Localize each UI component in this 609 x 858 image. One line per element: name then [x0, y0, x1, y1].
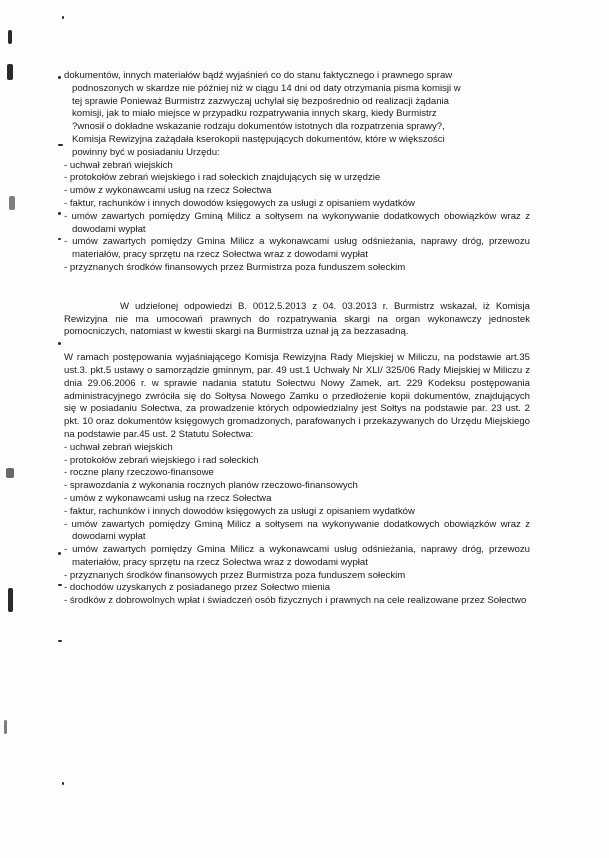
text-line: komisji, jak to miało miejsce w przypadku rozpatrywania innych skarg, kiedy Burmistrz [72, 108, 437, 120]
scan-mark [7, 64, 13, 80]
list-item: - protokołów zebrań wiejskiego i rad sołeckich [64, 454, 259, 466]
list-item: - umów zawartych pomiędzy Gminą Milicz a sołtysem na wykonywanie dodatkowych obowiązków wraz z dowodami wypłat [64, 518, 530, 543]
scan-mark [58, 342, 61, 345]
list-item: - faktur, rachunków i innych dowodów księgowych za usługi z opisaniem wydatków [64, 505, 415, 517]
scan-mark [58, 212, 61, 215]
list-item: - sprawozdania z wykonania rocznych planów rzeczowo-finansowych [64, 480, 358, 492]
list-item: - roczne plany rzeczowo-finansowe [64, 467, 214, 479]
scan-mark [58, 552, 61, 555]
scan-mark [58, 144, 63, 146]
text-line: ?wnosił o dokładne wskazanie rodzaju dokumentów istotnych dla rozpatrzenia sprawy?, [72, 121, 445, 133]
text-line: tej sprawie Ponieważ Burmistrz zazwyczaj uchylał się bezpośrednio od realizacji żądania [72, 95, 449, 107]
list-item: - przyznanych środków finansowych przez Burmistrza poza funduszem sołeckim [64, 261, 406, 273]
list-item: - uchwał zebrań wiejskich [64, 159, 173, 171]
text-line: podnoszonych w skardze nie później niż w ciągu 14 dni od daty otrzymania pisma komisji w [72, 82, 461, 94]
paragraph: W ramach postępowania wyjaśniającego Komisja Rewizyjna Rady Miejskiej w Miliczu, na podstawie art.35 ust.3. pkt.5 ustawy o samorządzie gminnym, par. 49 ust.1 Uchwały Nr XLI/ 325/06 Rady Miejskiej w Miliczu z dnia 29.06.2006 r. w sprawie nadania statutu Sołectwu Nowy Zamek, art. 229 Kodeksu postępowania administracyjnego zwróciła się do Sołtysa Nowego Zamku o przedłożenie kopii dokumentów, znajdujących się w posiadaniu Sołectwa, za prowadzenie których odpowiedzialny jest Sołtys na podstawie par. 23 ust. 2 pkt. 10 oraz dokumentów księgowych gromadzonych, parafowanych i przekazywanych do Urzędu Miejskiego na podstawie par.45 ust. 2 Statutu Sołectwa: [64, 352, 530, 440]
scan-mark [62, 16, 64, 19]
scan-mark [58, 238, 61, 240]
text-line: Komisja Rewizyjna zażądała kserokopii następujących dokumentów, które w większości [72, 133, 445, 145]
scan-mark [8, 30, 12, 44]
scan-mark [62, 782, 64, 785]
scan-mark [4, 720, 7, 734]
scan-mark [8, 588, 13, 612]
list-item: - przyznanych środków finansowych przez Burmistrza poza funduszem sołeckim [64, 569, 406, 581]
scan-mark [58, 76, 61, 79]
list-item: - umów z wykonawcami usług na rzecz Sołectwa [64, 185, 272, 197]
scan-mark [9, 196, 15, 210]
list-item: - faktur, rachunków i innych dowodów księgowych za usługi z opisaniem wydatków [64, 197, 415, 209]
list-item: - umów zawartych pomiędzy Gminą Milicz a sołtysem na wykonywanie dodatkowych obowiązków wraz z dowodami wypłat [64, 210, 530, 235]
list-item: - umów zawartych pomiędzy Gmina Milicz a wykonawcami usług odśnieżania, naprawy dróg, przewozu materiałów, pracy sprzętu na rzecz Sołectwa wraz z dowodami wypłat [64, 544, 530, 568]
paragraph: W udzielonej odpowiedzi B. 0012.5.2013 z 04. 03.2013 r. Burmistrz wskazał, iż Komisja Rewizyjna nie ma umocowań prawnych do rozpatrywania skargi na organ wykonawczy jednostek pomocniczych, natomiast w kwestii skargi na Burmistrza uznał ją za bezzasadną. [64, 300, 530, 338]
scan-mark [58, 584, 62, 586]
scan-mark [6, 468, 14, 478]
body-text [64, 70, 530, 608]
list-item: - umów z wykonawcami usług na rzecz Sołectwa [64, 492, 272, 504]
text-line: powinny być w posiadaniu Urzędu: [72, 146, 220, 158]
text-line: dokumentów, innych materiałów bądź wyjaśnień co do stanu faktycznego i prawnego spraw [64, 70, 453, 81]
list-item: - umów zawartych pomiędzy Gmina Milicz a wykonawcami usług odśnieżania, naprawy dróg, przewozu materiałów, pracy sprzętu na rzecz Sołectwa wraz z dowodami wypłat [64, 236, 530, 261]
list-item: - uchwał zebrań wiejskich [64, 441, 173, 453]
list-item: - dochodów uzyskanych z posiadanego przez Sołectwo mienia [64, 582, 331, 594]
list-item: - protokołów zebrań wiejskiego i rad sołeckich znajdujących się w urzędzie [64, 172, 381, 184]
list-item: - środków z dobrowolnych wpłat i świadczeń osób fizycznych i prawnych na cele realizowane przez Sołectwo [64, 595, 527, 607]
scan-mark [58, 640, 62, 642]
